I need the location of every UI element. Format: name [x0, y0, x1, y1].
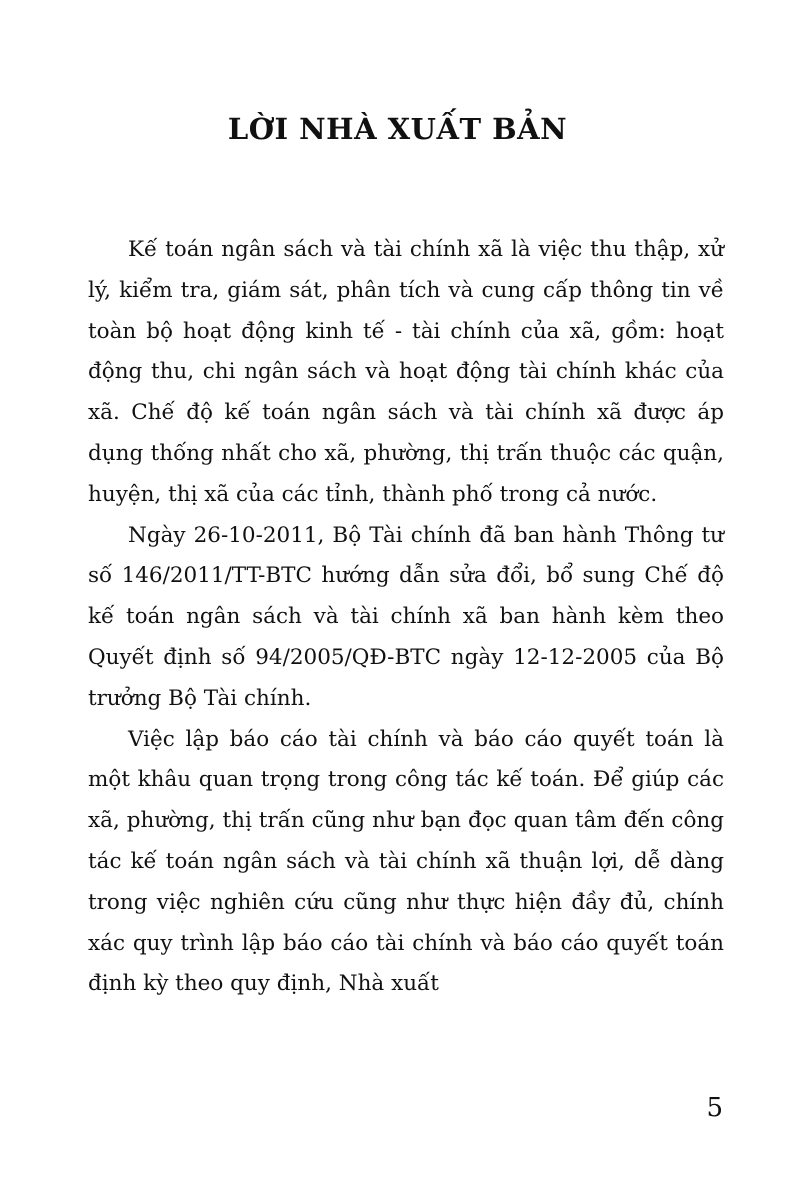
paragraph-1: Kế toán ngân sách và tài chính xã là việc thu thập, xử lý, kiểm tra, giám sát, phân tích và cung cấp thông tin về toàn bộ hoạt động kinh tế - tài chính của xã, gồm: hoạt động thu, chi ngân sách và hoạt động tài chính khác của xã. Chế độ kế toán ngân sách và tài chính xã được áp dụng thống nhất cho xã, phường, thị trấn thuộc các quận, huyện, thị xã của các tỉnh, thành phố trong cả nước.	[88, 237, 724, 507]
paragraph-2: Ngày 26-10-2011, Bộ Tài chính đã ban hành Thông tư số 146/2011/TT-BTC hướng dẫn sửa đổi, bổ sung Chế độ kế toán ngân sách và tài chính xã ban hành kèm theo Quyết định số 94/2005/QĐ-BTC ngày 12-12-2005 của Bộ trưởng Bộ Tài chính.	[88, 522, 724, 711]
paragraph-3: Việc lập báo cáo tài chính và báo cáo quyết toán là một khâu quan trọng trong công tác kế toán. Để giúp các xã, phường, thị trấn cũng như bạn đọc quan tâm đến công tác kế toán ngân sách và tài chính xã thuận lợi, dễ dàng trong việc nghiên cứu cũng như thực hiện đầy đủ, chính xác quy trình lập báo cáo tài chính và báo cáo quyết toán định kỳ theo quy định, Nhà xuất	[88, 726, 724, 997]
page-number: 5	[706, 1093, 723, 1123]
page-title: LỜI NHÀ XUẤT BẢN	[227, 112, 568, 146]
body-text	[88, 230, 724, 1005]
